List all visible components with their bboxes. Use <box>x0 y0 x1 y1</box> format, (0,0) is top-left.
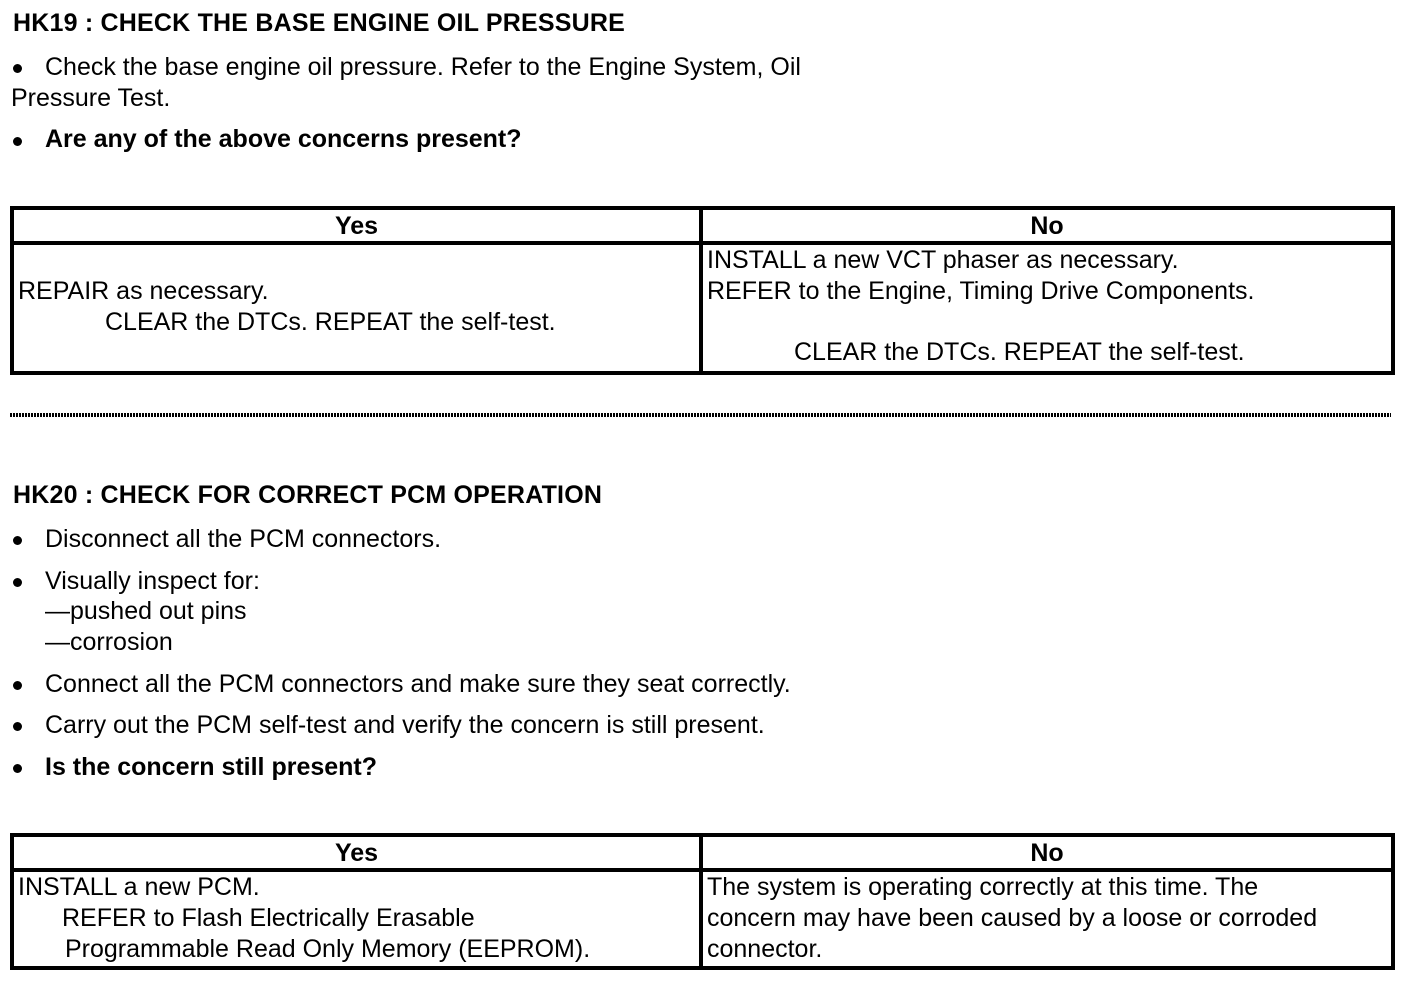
yes-cell <box>12 870 701 968</box>
hk20-question: Is the concern still present? <box>45 753 378 781</box>
section-divider <box>10 413 1391 417</box>
no-header: No <box>701 208 1393 243</box>
hk20-step2-sub2: —corrosion <box>45 628 173 656</box>
bullet-icon <box>13 764 22 773</box>
no-line-2: REFER to the Engine, Timing Drive Components. <box>707 277 1255 305</box>
no-line-1: The system is operating correctly at this time. The <box>707 873 1259 901</box>
hk20-step2-sub1: —pushed out pins <box>45 597 247 625</box>
hk19-result-table <box>10 206 1395 375</box>
no-line-3: connector. <box>707 935 823 963</box>
yes-line-2: REFER to Flash Electrically Erasable <box>62 904 475 932</box>
yes-header: Yes <box>12 835 701 870</box>
yes-line-2: CLEAR the DTCs. REPEAT the self-test. <box>105 308 556 336</box>
yes-header: Yes <box>12 208 701 243</box>
table-header-row <box>12 208 1393 243</box>
bullet-icon <box>13 578 22 587</box>
hk20-step2: Visually inspect for: <box>45 567 260 595</box>
no-cell <box>701 870 1393 968</box>
no-cell <box>701 243 1393 373</box>
yes-line-3: Programmable Read Only Memory (EEPROM). <box>65 935 591 963</box>
hk19-question: Are any of the above concerns present? <box>45 125 522 153</box>
yes-line-1: REPAIR as necessary. <box>18 277 269 305</box>
no-header: No <box>701 835 1393 870</box>
hk19-heading: HK19 : CHECK THE BASE ENGINE OIL PRESSURE <box>13 9 626 37</box>
bullet-icon <box>13 722 22 731</box>
hk20-step1: Disconnect all the PCM connectors. <box>45 525 442 553</box>
bullet-icon <box>13 64 22 73</box>
hk20-heading: HK20 : CHECK FOR CORRECT PCM OPERATION <box>13 481 603 509</box>
hk20-result-table <box>10 833 1395 970</box>
no-line-3: CLEAR the DTCs. REPEAT the self-test. <box>794 338 1245 366</box>
bullet-icon <box>13 536 22 545</box>
table-row <box>12 243 1393 373</box>
bullet-icon <box>13 681 22 690</box>
hk19-step1-line2: Pressure Test. <box>11 84 171 112</box>
bullet-icon <box>13 137 22 146</box>
yes-line-1: INSTALL a new PCM. <box>18 873 260 901</box>
yes-cell <box>12 243 701 373</box>
hk20-step4: Carry out the PCM self-test and verify the concern is still present. <box>45 711 765 739</box>
table-row <box>12 870 1393 968</box>
no-line-2: concern may have been caused by a loose or corroded <box>707 904 1318 932</box>
no-line-1: INSTALL a new VCT phaser as necessary. <box>707 246 1179 274</box>
table-header-row <box>12 835 1393 870</box>
hk19-step1-line1: Check the base engine oil pressure. Refer to the Engine System, Oil <box>45 53 801 81</box>
hk20-step3: Connect all the PCM connectors and make sure they seat correctly. <box>45 670 791 698</box>
